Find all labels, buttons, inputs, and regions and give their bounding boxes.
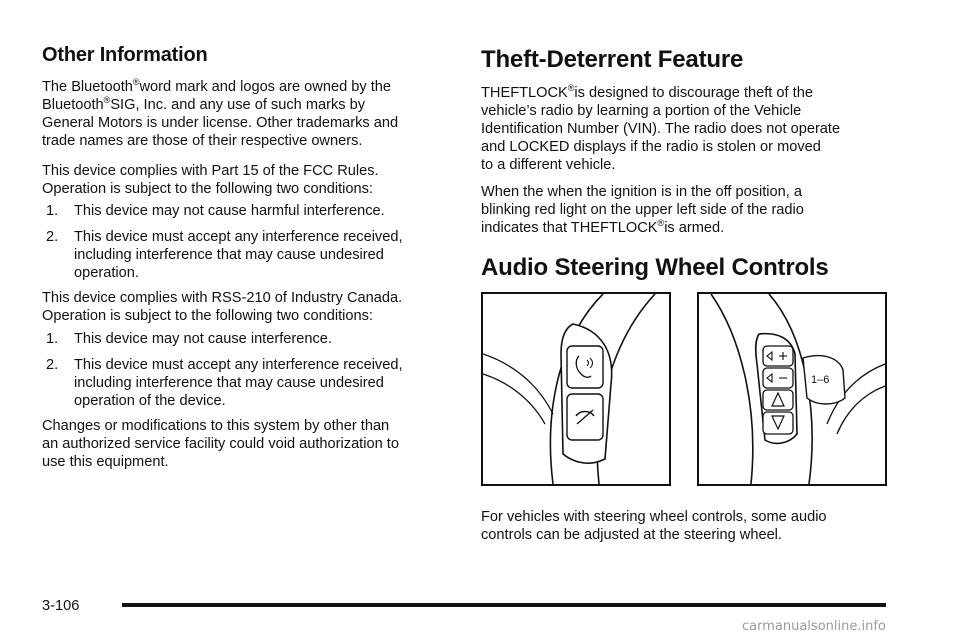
paragraph-fcc: This device complies with Part 15 of the FCC Rules. Operation is subject to the following two conditions: [42, 163, 379, 197]
figure-right-wheel-controls [697, 292, 887, 486]
heading-other-information: Other Information [42, 44, 208, 66]
list-item: 1. This device may not cause harmful interference. [46, 203, 385, 219]
list-rss210-conditions [42, 330, 447, 410]
paragraph-rss210: This device complies with RSS-210 of Industry Canada. Operation is subject to the following two conditions: [42, 290, 403, 324]
list-item: 2. This device must accept any interference received, including interference that may cause undesired operation of the device. [46, 357, 403, 409]
watermark: carmanualsonline.info [742, 619, 886, 634]
paragraph-theftlock: THEFTLOCK®is designed to discourage theft of the vehicle’s radio by learning a portion of the Vehicle Identification Number (VIN). The radio does not operate and LOCKED displays if the radio is stolen or moved to a different vehicle. [481, 83, 841, 173]
page-number: 3-106 [42, 598, 80, 614]
list-item: 1. This device may not cause interference. [46, 331, 332, 347]
paragraph-audio-controls: For vehicles with steering wheel controls, some audio controls can be adjusted at the steering wheel. [481, 509, 827, 543]
paragraph-theftlock-armed: When the when the ignition is in the off position, a blinking red light on the upper left side of the radio indicates that THEFTLOCK®is armed. [481, 184, 804, 236]
list-item: 2. This device must accept any interference received, including interference that may cause undesired operation. [46, 229, 403, 281]
footer-rule [122, 603, 886, 607]
heading-audio-steering-wheel-controls: Audio Steering Wheel Controls [481, 254, 829, 281]
figure-left-wheel-controls [481, 292, 671, 486]
heading-theft-deterrent: Theft-Deterrent Feature [481, 46, 744, 73]
paragraph-bluetooth-trademark: The Bluetooth®word mark and logos are owned by the Bluetooth®SIG, Inc. and any use of such marks by General Motors is under license. Other trademarks and trade names are those of their respective owners. [42, 77, 399, 149]
right-wheel-illustration [699, 294, 885, 484]
list-fcc-conditions [42, 202, 447, 282]
paragraph-modifications: Changes or modifications to this system by other than an authorized service facility could void authorization to use this equipment. [42, 418, 399, 470]
left-wheel-illustration [483, 294, 669, 484]
preset-button-label: 1–6 [811, 374, 830, 386]
